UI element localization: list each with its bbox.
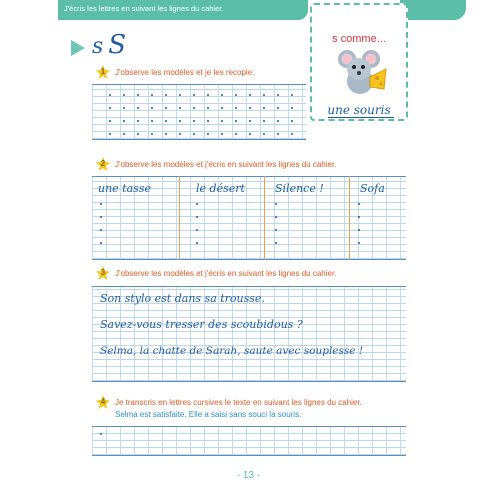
dot-guide	[100, 433, 103, 446]
dot-guide	[221, 94, 224, 146]
margin-line	[349, 176, 350, 260]
header-banner	[58, 0, 308, 20]
exercise-4-text: Selma est satisfaite. Elle a saisi sans souci la souris.	[115, 410, 302, 419]
mouse-with-cheese-icon	[332, 47, 388, 97]
word-model: Silence !	[275, 182, 324, 195]
dot-guide	[277, 94, 280, 146]
exercise-1-number: 1	[100, 67, 106, 76]
letter-big: S	[108, 30, 127, 60]
dot-guide	[165, 94, 168, 146]
dot-guide	[109, 94, 112, 146]
dot-guide	[291, 94, 294, 146]
dot-guide	[151, 94, 154, 146]
dot-guide	[235, 94, 238, 146]
word-model: une tasse	[98, 182, 151, 195]
card-word-underline	[328, 117, 394, 118]
exercise-4-instruction: Je transcris en lettres cursives le texte en suivant les lignes du cahier.	[115, 398, 362, 407]
sentence-model: Selma, la chatte de Sarah, saute avec souplesse !	[100, 345, 364, 357]
exercise-2-instruction: J'observe les modèles et j'écris en suivant les lignes du cahier.	[115, 160, 337, 169]
sentence-model: Savez-vous tresser des scoubidous ?	[100, 318, 303, 331]
exercise-1-instruction: J'observe les modèles et je les recopie.	[115, 68, 255, 77]
exercise-4-number: 4	[100, 397, 106, 406]
word-model: le désert	[196, 182, 245, 195]
dot-guide	[249, 94, 252, 146]
dot-guide	[275, 203, 278, 255]
header-strip	[400, 0, 466, 20]
margin-line	[264, 176, 265, 260]
dot-guide	[123, 94, 126, 146]
dot-guide	[193, 94, 196, 146]
exercise-3-badge	[96, 266, 110, 280]
exercise-3-number: 3	[100, 268, 106, 277]
word-model: Sofa	[360, 182, 385, 195]
letter-small: s	[92, 34, 104, 59]
dot-guide	[263, 94, 266, 146]
card-title: s comme...	[332, 33, 386, 45]
dot-guide	[179, 94, 182, 146]
dot-guide	[100, 203, 103, 255]
word-card	[310, 3, 408, 121]
page-number: - 13 -	[236, 470, 261, 481]
dot-guide	[207, 94, 210, 146]
dot-guide	[196, 203, 199, 255]
section-marker-icon	[71, 40, 85, 56]
exercise-2-badge	[96, 157, 110, 171]
card-word: une souris	[327, 103, 391, 117]
sentence-model: Son stylo est dans sa trousse.	[100, 292, 265, 305]
margin-line	[179, 176, 180, 260]
exercise-1-badge	[96, 65, 110, 79]
exercise-2-number: 2	[100, 159, 106, 168]
dot-guide	[137, 94, 140, 146]
dot-guide	[358, 203, 361, 255]
exercise-4-badge	[96, 395, 110, 409]
exercise-3-instruction: J'observe les modèles et j'écris en suivant les lignes du cahier.	[115, 269, 337, 278]
letter-models	[92, 30, 126, 60]
exercise-4-grid	[92, 426, 406, 456]
header-text: J'écris les lettres en suivant les lignes du cahier.	[64, 4, 224, 13]
